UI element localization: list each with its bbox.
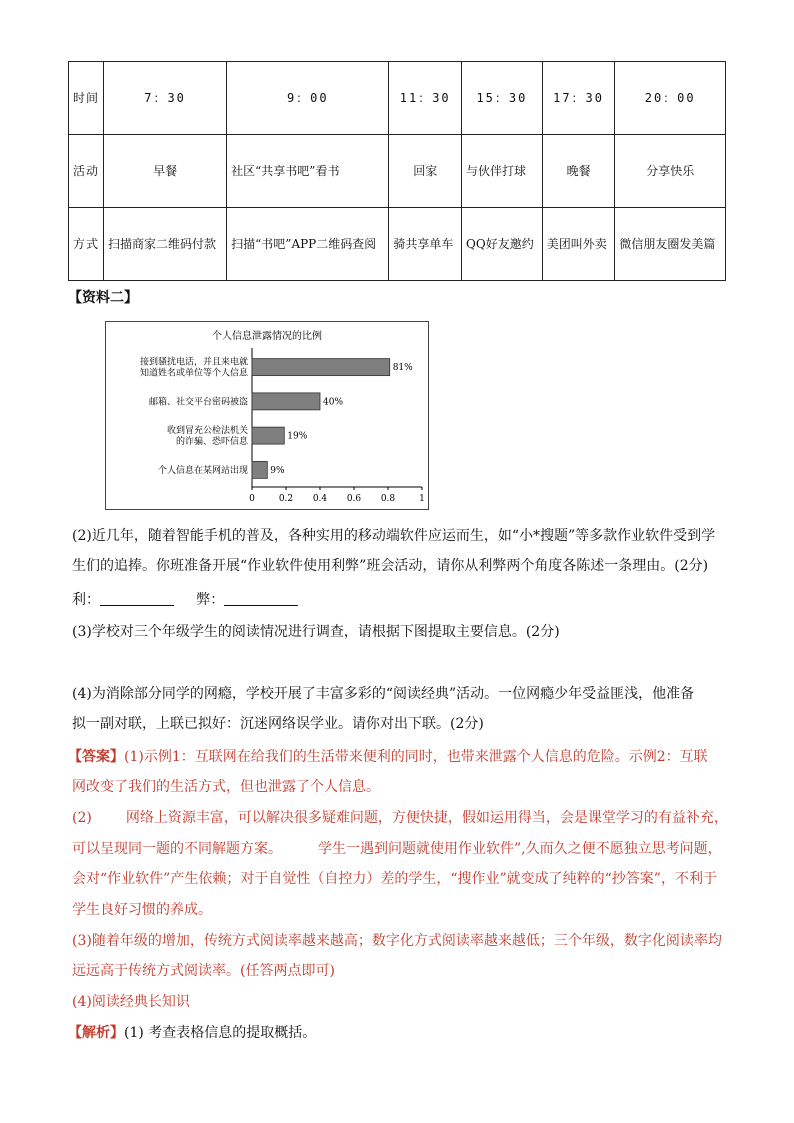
x-tick-label: 0	[249, 494, 255, 504]
category-label: 接到骚扰电话，并且来电就	[139, 357, 248, 368]
answer-2-line-1	[72, 803, 728, 833]
answer-2-line-2	[72, 834, 722, 864]
row-header-time: 时间	[69, 62, 104, 135]
table-cell: 社区“共享书吧”看书	[227, 135, 389, 208]
pro-blank[interactable]	[100, 591, 174, 606]
table-cell: QQ好友邀约	[462, 208, 543, 281]
pro-label: 利：	[72, 592, 100, 608]
table-row	[69, 62, 726, 135]
row-header-activity: 活动	[69, 135, 104, 208]
answer-blanks	[72, 585, 298, 615]
chart-title: 个人信息泄露情况的比例	[212, 331, 322, 342]
question-2-line-1: (2)近几年，随着智能手机的普及，各种实用的移动端软件应运而生，如“小*搜题”等多款作业软件受到学	[72, 528, 716, 544]
bar	[252, 461, 267, 478]
category-label: 邮箱、社交平台密码被盗	[148, 397, 248, 408]
table-cell: 美团叫外卖	[542, 208, 615, 281]
answer-1-text: (1)示例1：互联网在给我们的生活带来便利的同时，也带来泄露个人信息的危险。示例2：互联	[124, 749, 708, 765]
category-label: 收到冒充公检法机关	[166, 426, 248, 437]
category-label: 知道姓名或单位等个人信息	[139, 368, 248, 379]
table-cell: 回家	[389, 135, 462, 208]
bar	[252, 393, 320, 410]
x-tick-label: 0.4	[312, 494, 328, 504]
table-cell: 15：30	[462, 62, 543, 135]
table-cell: 扫描“书吧”APP二维码查阅	[227, 208, 389, 281]
bar-chart	[106, 322, 428, 509]
question-2-line-2: 生们的追捧。你班准备开展“作业软件使用利弊”班会活动，请你从利弊两个角度各陈述一条理由。(2分)	[72, 558, 709, 574]
answer-2-text-b: 学生一遇到问题就使用作业软件”,久而久之便不愿独立思考问题，	[318, 841, 722, 857]
answer-2-line-3: 会对“作业软件”产生依赖；对于自觉性（自控力）差的学生，“搜作业”就变成了纯粹的“抄答案”，不利于	[72, 871, 717, 887]
con-blank[interactable]	[224, 591, 298, 606]
schedule-table	[68, 61, 726, 281]
table-row	[69, 208, 726, 281]
x-tick-label: 0.6	[346, 494, 362, 504]
table-row	[69, 135, 726, 208]
row-header-method: 方式	[69, 208, 104, 281]
answer-4: (4)阅读经典长知识	[72, 994, 190, 1010]
data-label: 19%	[287, 431, 308, 442]
answer-2-text-a: 可以呈现同一题的不同解题方案。	[72, 841, 282, 857]
question-4-line-1: (4)为消除部分同学的网瘾，学校开展了丰富多彩的“阅读经典”活动。一位网瘾少年受益匪浅，他准备	[72, 686, 695, 702]
bar	[252, 427, 284, 444]
chart-frame	[105, 321, 429, 510]
data-label: 40%	[323, 397, 344, 408]
table-cell: 9：00	[227, 62, 389, 135]
category-label: 的诈骗、恐吓信息	[175, 437, 248, 448]
answer-1-line-2: 网改变了我们的生活方式，但也泄露了个人信息。	[72, 779, 380, 795]
table-cell: 7：30	[104, 62, 227, 135]
x-tick-label: 0.8	[380, 494, 396, 504]
data-label: 81%	[392, 363, 413, 374]
table-cell: 分享快乐	[615, 135, 726, 208]
table-cell: 骑共享单车	[389, 208, 462, 281]
table-cell: 微信朋友圈发美篇	[615, 208, 726, 281]
analysis-text: (1) 考查表格信息的提取概括。	[124, 1025, 317, 1041]
answer-tag: 【答案】	[68, 749, 124, 765]
table-cell: 11：30	[389, 62, 462, 135]
answer-2-line-4: 学生良好习惯的养成。	[72, 902, 212, 918]
answer-1-line-1	[68, 742, 708, 772]
data-label: 9%	[270, 465, 285, 476]
analysis-tag: 【解析】	[68, 1025, 124, 1041]
bar	[252, 359, 390, 376]
x-tick-label: 1	[419, 494, 425, 504]
question-3: (3)学校对三个年级学生的阅读情况进行调查，请根据下图提取主要信息。(2分)	[72, 624, 560, 640]
table-cell: 扫描商家二维码付款	[104, 208, 227, 281]
answer-3-line-1: (3)随着年级的增加，传统方式阅读率越来越高；数字化方式阅读率越来越低；三个年级，数字化阅读率均	[72, 933, 722, 949]
answer-3-line-2: 远远高于传统方式阅读率。(任答两点即可)	[72, 963, 335, 979]
table-cell: 与伙伴打球	[462, 135, 543, 208]
answer-2-text: 网络上资源丰富，可以解决很多疑难问题，方便快捷，假如运用得当，会是课堂学习的有益补充，	[125, 810, 728, 826]
section-label: 【资料二】	[68, 290, 138, 306]
table-cell: 20：00	[615, 62, 726, 135]
answer-2-number: (2)	[72, 810, 92, 826]
category-label: 个人信息在某网站出现	[157, 465, 248, 476]
table-cell: 17：30	[542, 62, 615, 135]
analysis-line	[68, 1018, 316, 1048]
question-4-line-2: 拟一副对联，上联已拟好：沉迷网络误学业。请你对出下联。(2分)	[72, 716, 484, 732]
con-label: 弊：	[196, 592, 225, 608]
x-tick-label: 0.2	[278, 494, 294, 504]
table-cell: 晚餐	[542, 135, 615, 208]
table-cell: 早餐	[104, 135, 227, 208]
